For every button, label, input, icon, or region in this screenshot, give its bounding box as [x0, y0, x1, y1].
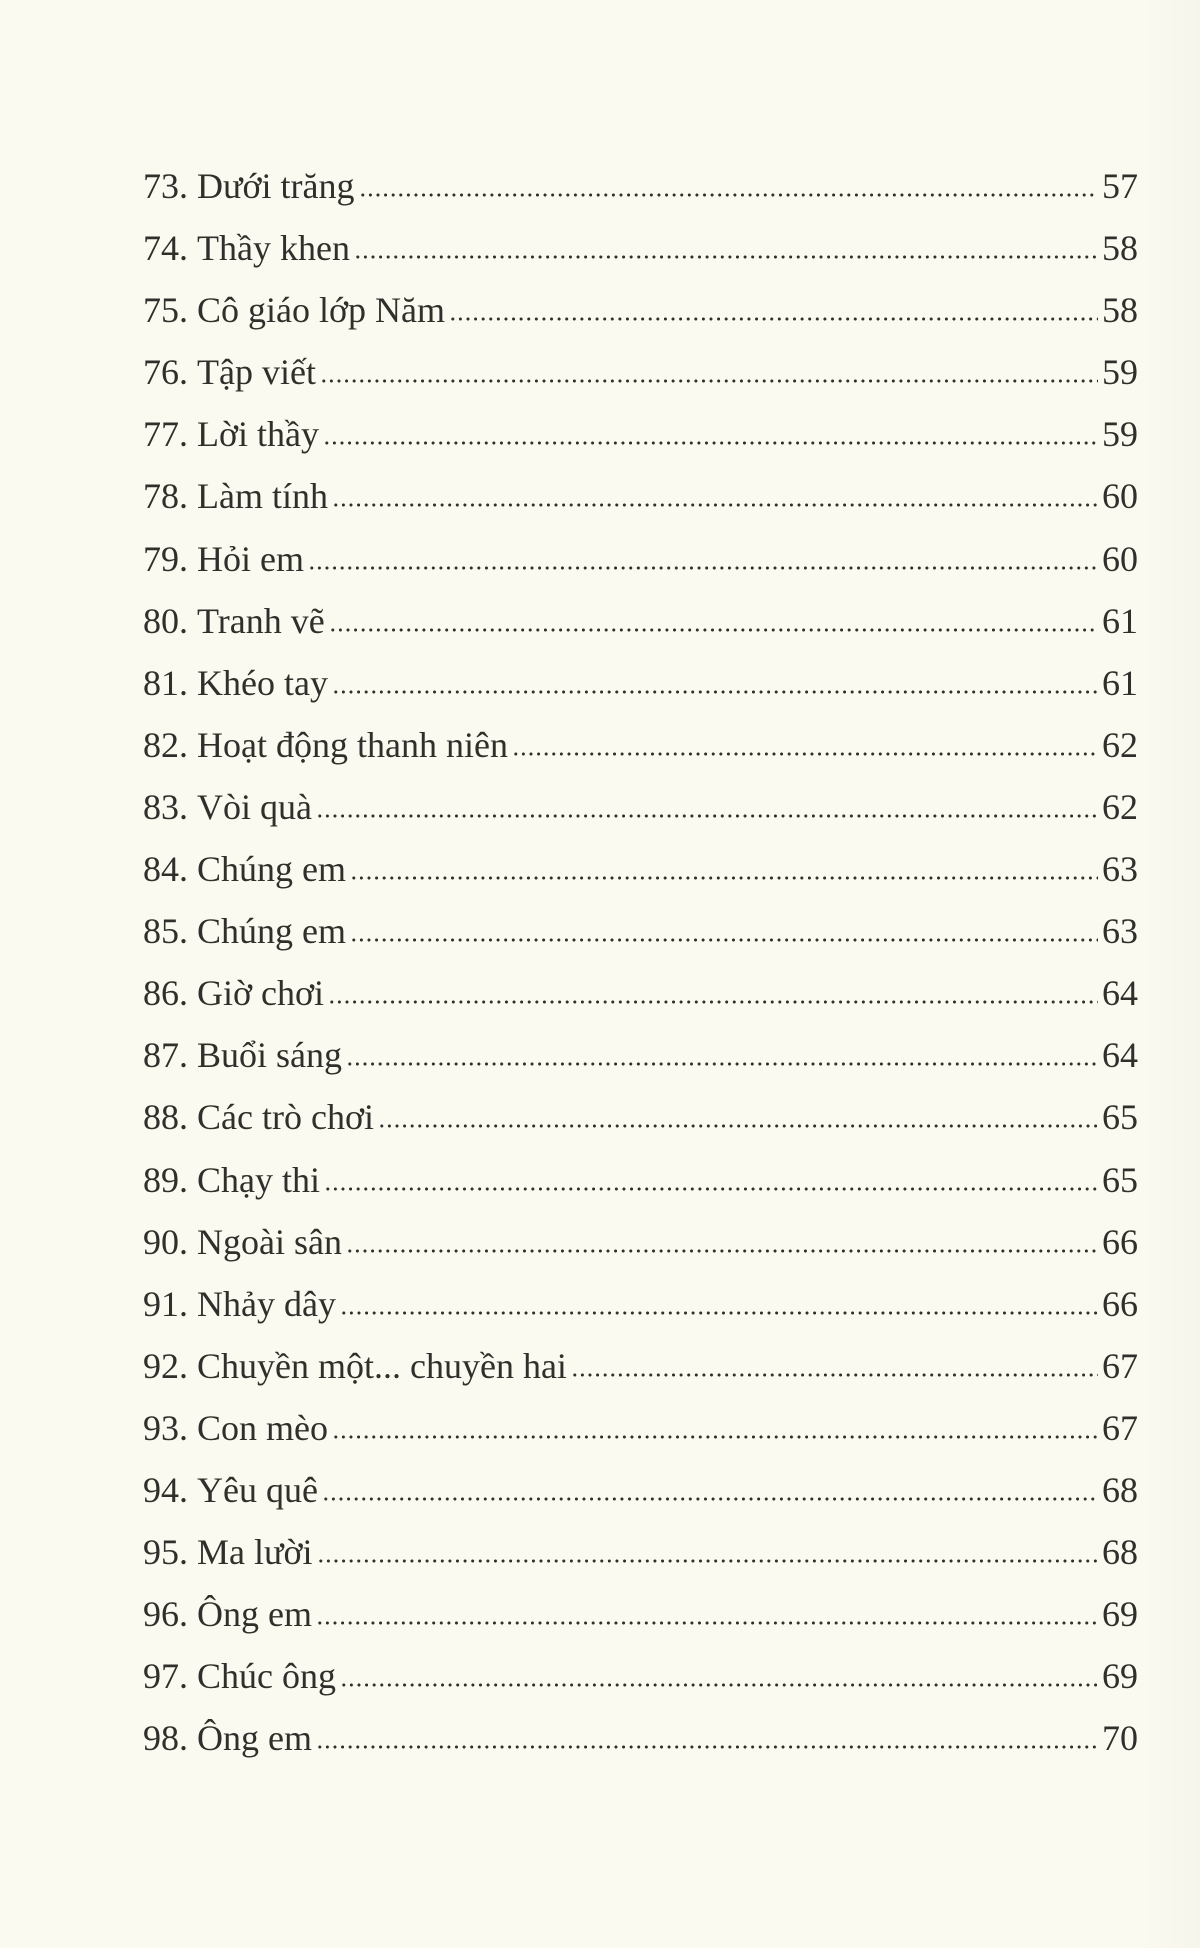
entry-number: 91. [143, 1283, 197, 1324]
dot-leader [323, 440, 1098, 446]
dot-leader [340, 1310, 1098, 1316]
entry-title: Yêu quê [197, 1469, 318, 1510]
entry-page-number: 58 [1102, 228, 1138, 269]
entry-number: 80. [143, 600, 197, 641]
toc-entry [143, 657, 1138, 719]
toc-entry [143, 470, 1138, 532]
dot-leader [322, 1496, 1098, 1502]
dot-leader [320, 378, 1098, 384]
toc-entry [143, 1588, 1138, 1650]
entry-title: Chuyền một... chuyền hai [197, 1345, 567, 1386]
entry-title: Chúc ông [197, 1656, 336, 1697]
entry-title: Buổi sáng [197, 1035, 343, 1076]
entry-page-number: 63 [1102, 849, 1138, 890]
dot-leader [316, 1744, 1098, 1750]
entry-number: 77. [143, 414, 197, 455]
entry-title: Khéo tay [197, 662, 328, 703]
entry-title: Làm tính [197, 476, 328, 517]
entry-number: 86. [143, 973, 197, 1014]
dot-leader [359, 192, 1098, 198]
toc-entry [143, 1278, 1138, 1340]
entry-number: 90. [143, 1221, 197, 1262]
table-of-contents [143, 160, 1138, 1774]
toc-entry [143, 1216, 1138, 1278]
dot-leader [571, 1372, 1098, 1378]
entry-number: 96. [143, 1594, 197, 1635]
dot-leader [328, 999, 1098, 1005]
toc-entry [143, 1650, 1138, 1712]
entry-page-number: 66 [1102, 1221, 1138, 1262]
entry-number: 97. [143, 1656, 197, 1697]
entry-page-number: 69 [1102, 1594, 1138, 1635]
toc-entry [143, 905, 1138, 967]
entry-number: 82. [143, 724, 197, 765]
entry-number: 84. [143, 849, 197, 890]
toc-entry [143, 346, 1138, 408]
entry-number: 81. [143, 662, 197, 703]
toc-entry [143, 967, 1138, 1029]
entry-title: Giờ chơi [197, 973, 325, 1014]
entry-page-number: 61 [1102, 600, 1138, 641]
entry-page-number: 68 [1102, 1469, 1138, 1510]
toc-entry [143, 1712, 1138, 1774]
entry-page-number: 62 [1102, 724, 1138, 765]
dot-leader [332, 502, 1098, 508]
entry-number: 98. [143, 1718, 197, 1759]
entry-title: Lời thầy [197, 414, 320, 455]
entry-number: 74. [143, 228, 197, 269]
toc-entry [143, 1029, 1138, 1091]
dot-leader [324, 1186, 1098, 1192]
entry-title: Chúng em [197, 911, 346, 952]
entry-number: 79. [143, 538, 197, 579]
dot-leader [449, 316, 1098, 322]
toc-entry [143, 1402, 1138, 1464]
dot-leader [317, 1558, 1098, 1564]
entry-page-number: 64 [1102, 1035, 1138, 1076]
entry-title: Tập viết [197, 352, 316, 393]
entry-title: Các trò chơi [197, 1097, 374, 1138]
toc-entry [143, 1526, 1138, 1588]
entry-page-number: 60 [1102, 476, 1138, 517]
entry-number: 75. [143, 290, 197, 331]
toc-entry [143, 284, 1138, 346]
dot-leader [350, 937, 1098, 943]
entry-page-number: 63 [1102, 911, 1138, 952]
entry-title: Ông em [197, 1594, 312, 1635]
entry-number: 85. [143, 911, 197, 952]
entry-page-number: 67 [1102, 1407, 1138, 1448]
toc-entry [143, 1340, 1138, 1402]
entry-number: 93. [143, 1407, 197, 1448]
entry-title: Ma lười [197, 1532, 313, 1573]
dot-leader [346, 1061, 1098, 1067]
dot-leader [354, 254, 1098, 260]
entry-number: 88. [143, 1097, 197, 1138]
dot-leader [316, 1620, 1098, 1626]
toc-entry [143, 595, 1138, 657]
entry-page-number: 62 [1102, 786, 1138, 827]
entry-title: Thầy khen [197, 228, 350, 269]
entry-title: Hỏi em [197, 538, 304, 579]
entry-title: Ngoài sân [197, 1221, 342, 1262]
entry-title: Con mèo [197, 1407, 328, 1448]
entry-number: 94. [143, 1469, 197, 1510]
entry-page-number: 69 [1102, 1656, 1138, 1697]
toc-entry [143, 781, 1138, 843]
entry-page-number: 61 [1102, 662, 1138, 703]
entry-title: Vòi quà [197, 786, 312, 827]
entry-title: Cô giáo lớp Năm [197, 290, 446, 331]
dot-leader [308, 565, 1098, 571]
toc-entry [143, 408, 1138, 470]
entry-title: Tranh vẽ [197, 600, 325, 641]
dot-leader [332, 1434, 1098, 1440]
entry-page-number: 58 [1102, 290, 1138, 331]
toc-entry [143, 1464, 1138, 1526]
entry-page-number: 66 [1102, 1283, 1138, 1324]
entry-title: Dưới trăng [197, 166, 355, 206]
entry-number: 89. [143, 1159, 197, 1200]
entry-number: 83. [143, 786, 197, 827]
toc-entry [143, 1154, 1138, 1216]
entry-page-number: 57 [1102, 166, 1138, 206]
entry-title: Chúng em [197, 849, 346, 890]
entry-number: 95. [143, 1532, 197, 1573]
dot-leader [316, 813, 1098, 819]
entry-number: 92. [143, 1345, 197, 1386]
entry-title: Nhảy dây [197, 1283, 336, 1324]
dot-leader [332, 689, 1098, 695]
entry-page-number: 67 [1102, 1345, 1138, 1386]
toc-entry [143, 1091, 1138, 1153]
toc-entry [143, 843, 1138, 905]
dot-leader [329, 627, 1098, 633]
entry-number: 73. [143, 166, 197, 206]
entry-page-number: 70 [1102, 1718, 1138, 1759]
entry-page-number: 65 [1102, 1097, 1138, 1138]
toc-entry [143, 533, 1138, 595]
dot-leader [350, 875, 1098, 881]
entry-page-number: 68 [1102, 1532, 1138, 1573]
entry-page-number: 65 [1102, 1159, 1138, 1200]
toc-entry [143, 160, 1138, 222]
entry-page-number: 59 [1102, 414, 1138, 455]
dot-leader [340, 1682, 1098, 1688]
dot-leader [346, 1248, 1098, 1254]
entry-page-number: 59 [1102, 352, 1138, 393]
entry-page-number: 60 [1102, 538, 1138, 579]
page-edge-shade [1140, 0, 1200, 1948]
dot-leader [378, 1123, 1098, 1129]
entry-page-number: 64 [1102, 973, 1138, 1014]
entry-title: Ông em [197, 1718, 312, 1759]
entry-number: 76. [143, 352, 197, 393]
entry-number: 87. [143, 1035, 197, 1076]
dot-leader [512, 751, 1098, 757]
toc-entry [143, 222, 1138, 284]
entry-title: Chạy thi [197, 1159, 320, 1200]
entry-number: 78. [143, 476, 197, 517]
toc-entry [143, 719, 1138, 781]
entry-title: Hoạt động thanh niên [197, 724, 508, 765]
